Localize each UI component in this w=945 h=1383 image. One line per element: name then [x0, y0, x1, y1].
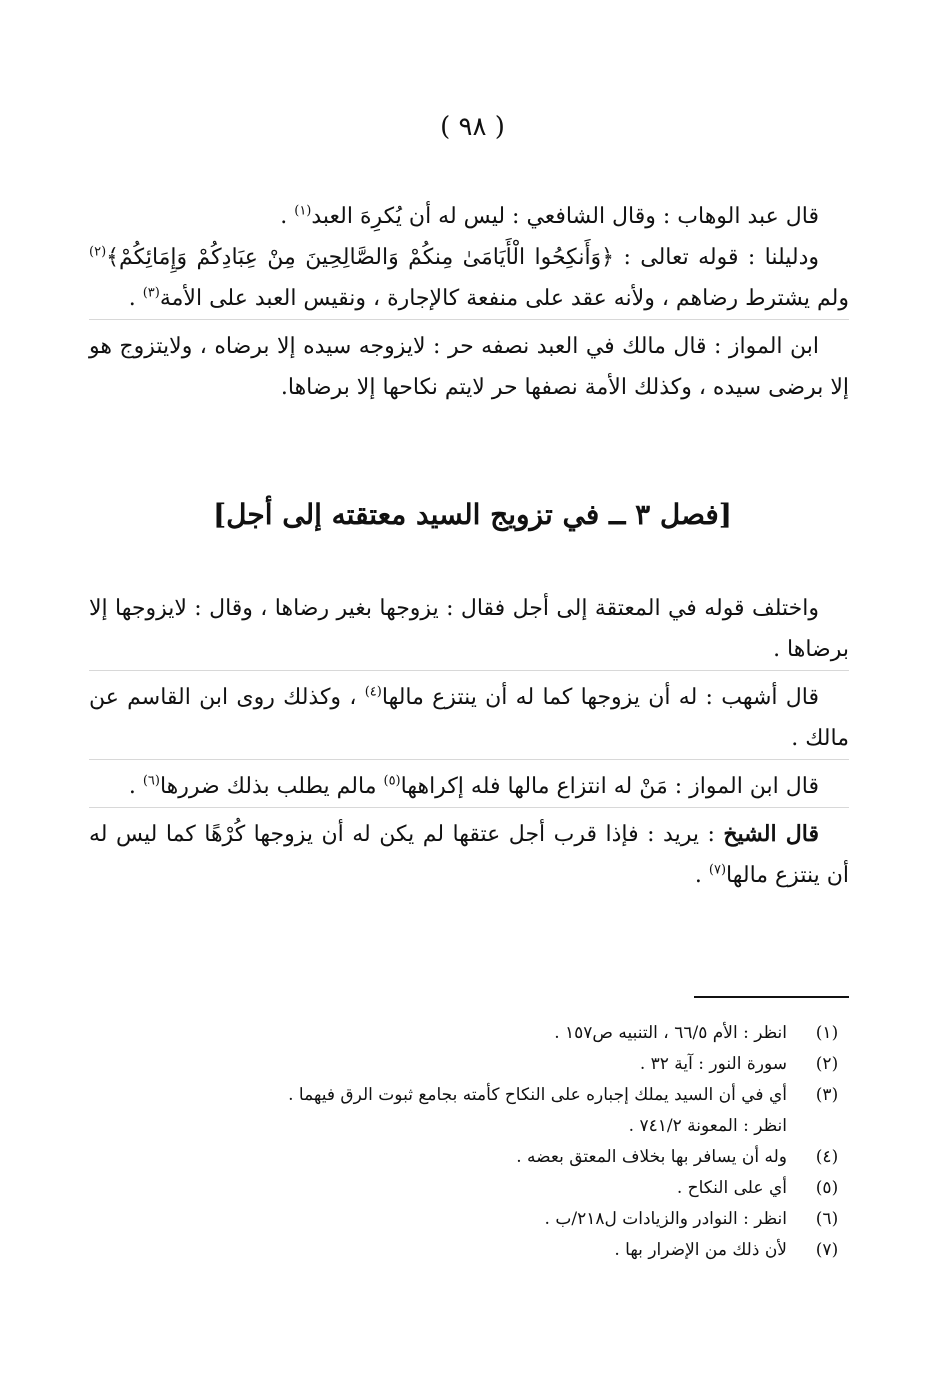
footnote-text: انظر : الأم ٦٦/٥ ، التنبيه ص١٥٧ .: [554, 1023, 787, 1043]
section-heading: [فصل ٣ ــ في تزويج السيد معتقته إلى أجل]: [212, 498, 733, 531]
paragraph-text: قال عبد الوهاب : وقال الشافعي : ليس له أن يُكرِهَ العبد: [311, 204, 819, 229]
footnote-ref-4[interactable]: (٤): [364, 684, 382, 700]
footnote-text: انظر : النوادر والزيادات ل٢١٨/ب .: [544, 1209, 787, 1229]
paragraph-disagreement: [89, 588, 849, 670]
paragraph-evidence: [89, 237, 849, 319]
footnote-text: سورة النور : آية ٣٢ .: [639, 1054, 787, 1074]
footnote-ref-1[interactable]: (١): [294, 203, 312, 219]
footnote-text: وله أن يسافر بها بخلاف المعتق بعضه .: [516, 1147, 787, 1167]
paragraph-lead: قال الشيخ: [723, 821, 819, 847]
footnote-item: [89, 1142, 849, 1173]
footnotes-list: [89, 1018, 849, 1266]
page-number: ( ٩٨ ): [440, 112, 505, 142]
footnote-number: (٤): [815, 1147, 839, 1167]
paragraph-text: واختلف قوله في المعتقة إلى أجل فقال : يزوجها بغير رضاها ، وقال : لايزوجها إلا برضاها .: [89, 596, 849, 662]
paragraph-ashhab: [89, 670, 849, 759]
footnote-item: [89, 1018, 849, 1049]
paragraph-text: قال ابن المواز : مَنْ له انتزاع مالها فله إكراهها: [400, 774, 819, 799]
paragraph-ibn-mawwaz-2: [89, 759, 849, 807]
footnote-ref-7[interactable]: (٧): [708, 862, 727, 878]
paragraph-text: ابن المواز : قال مالك في العبد نصفه حر : لايزوجه سيده إلا برضاه ، ولايتزوج هو إلا برضى سيده ، وكذلك الأمة نصفها حر لايتم نكاحها إلا برضاها.: [89, 334, 849, 400]
quran-verse: ﴿وَأَنكِحُوا الْأَيَامَىٰ مِنكُمْ وَالصَّالِحِينَ مِنْ عِبَادِكُمْ وَإِمَائِكُمْ﴾: [106, 245, 615, 270]
footnote-ref-3[interactable]: (٣): [142, 285, 160, 301]
footnote-item: [89, 1173, 849, 1204]
footnote-number: (٥): [815, 1178, 839, 1198]
paragraph-text: : يريد : فإذا قرب أجل عتقها لم يكن له أن يزوجها كُرْهًا كما ليس له أن ينتزع مالها: [89, 822, 849, 888]
paragraph-tail: .: [280, 204, 295, 229]
footnote-item: [89, 1080, 849, 1111]
footnote-text: أي في أن السيد يملك إجباره على النكاح كأمته بجامع ثبوت الرق فيهما .: [288, 1085, 787, 1105]
footnote-number: (٢): [815, 1054, 839, 1074]
footnote-ref-5[interactable]: (٥): [383, 773, 401, 789]
paragraph-abdulwahhab: [89, 196, 849, 237]
footnote-number: (٧): [815, 1240, 839, 1260]
paragraph-tail: .: [128, 286, 143, 311]
paragraph-shaykh: [89, 807, 849, 896]
footnote-number: (٣): [815, 1085, 839, 1105]
paragraph-text: ولم يشترط رضاهم ، ولأنه عقد على منفعة كالإجارة ، ونقيس العبد على الأمة: [159, 286, 849, 311]
footnote-ref-6[interactable]: (٦): [142, 773, 160, 789]
paragraph-tail: مالم يطلب بذلك ضررها: [159, 774, 384, 799]
paragraph-tail-2: .: [128, 774, 143, 799]
footnote-item: [89, 1049, 849, 1080]
footnote-number: (٦): [815, 1209, 839, 1229]
paragraph-lead: ودليلنا : قوله تعالى :: [614, 245, 819, 270]
section-text-block: [89, 588, 849, 896]
footnote-item: [89, 1204, 849, 1235]
paragraph-tail: .: [694, 863, 709, 888]
paragraph-text: قال أشهب : له أن يزوجها كما له أن ينتزع مالها: [381, 685, 820, 710]
footnote-number: (١): [815, 1023, 839, 1043]
footnote-divider: [694, 996, 849, 998]
paragraph-ibn-mawwaz: [89, 319, 849, 408]
footnote-continuation: انظر : المعونة ٧٤١/٢ .: [628, 1116, 787, 1136]
main-text-block: [89, 196, 849, 408]
footnote-item: [89, 1235, 849, 1266]
paragraph-tail: ، وكذلك روى ابن القاسم عن مالك .: [89, 685, 849, 751]
footnote-ref-2[interactable]: (٢): [89, 244, 107, 260]
footnote-text: أي على النكاح .: [676, 1178, 787, 1198]
footnote-text: لأن ذلك من الإضرار بها .: [614, 1240, 787, 1260]
